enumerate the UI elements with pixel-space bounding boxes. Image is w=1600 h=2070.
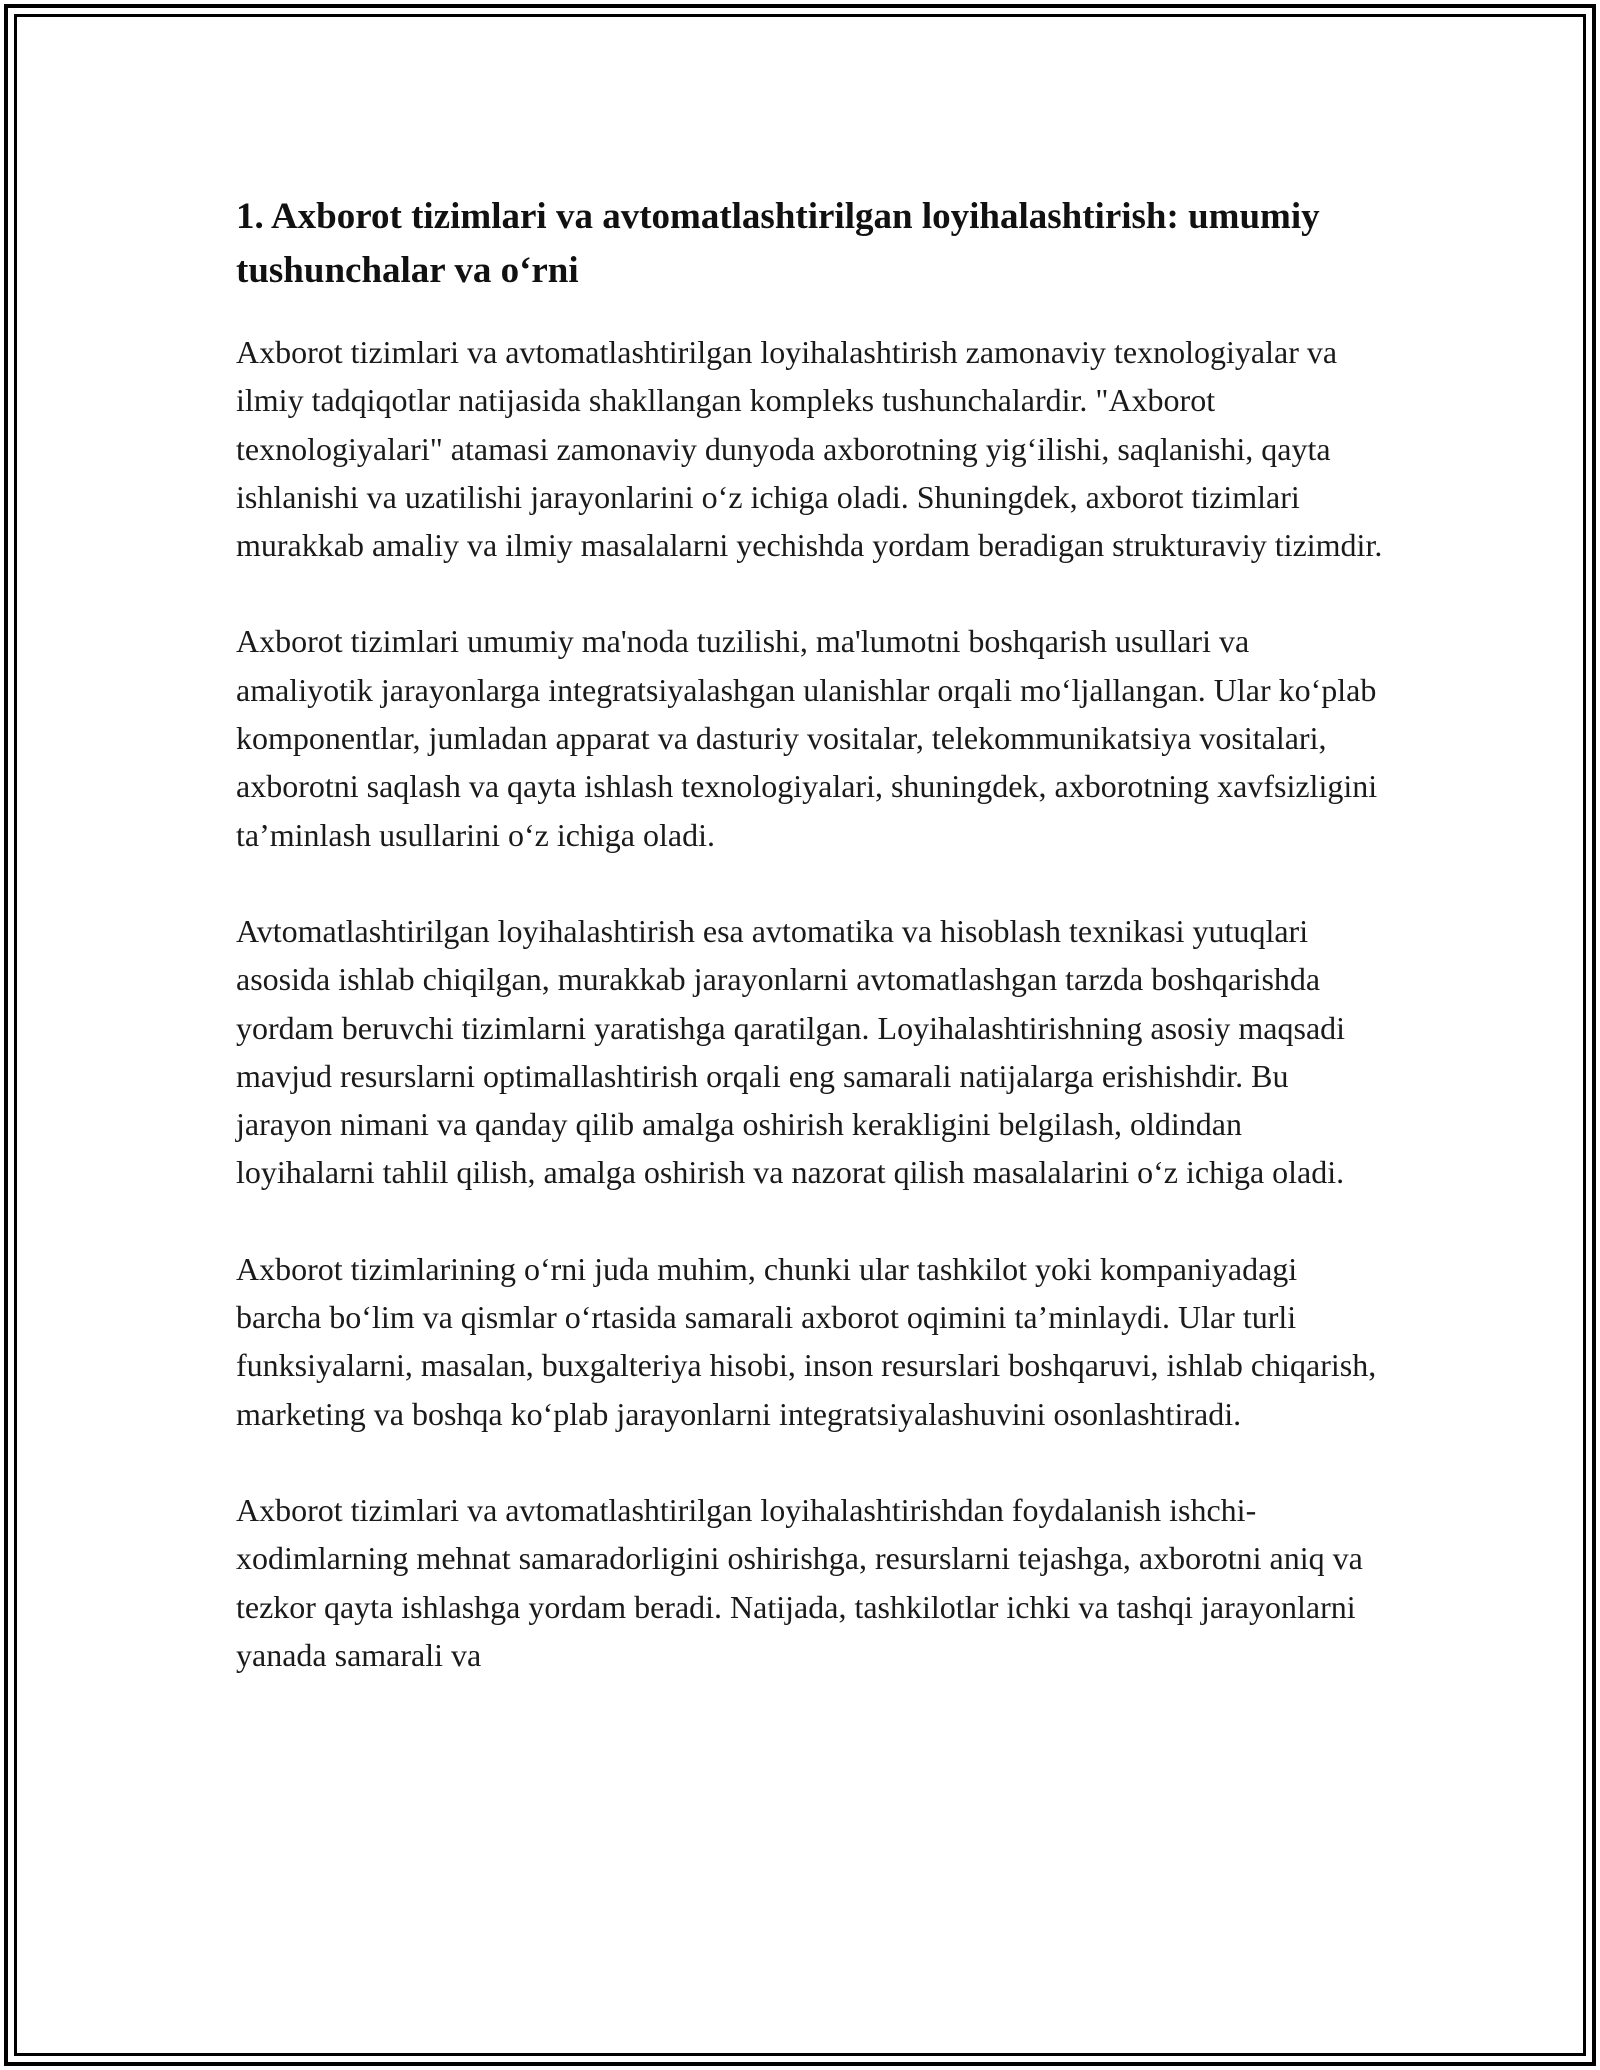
paragraph-4: Axborot tizimlarining o‘rni juda muhim, chunki ular tashkilot yoki kompaniyadagi barcha bo‘lim va qismlar o‘rtasida samarali axborot oqimini ta’minlaydi. Ular turli funksiyalarni, masalan, buxgalteriya hisobi, inson resurslari boshqaruvi, ishlab chiqarish, marketing va boshqa ko‘plab jarayonlarni integratsiyalashuvini osonlashtiradi. [236, 1250, 1377, 1432]
paragraph-2: Axborot tizimlari umumiy ma'noda tuzilishi, ma'lumotni boshqarish usullari va amaliyotik jarayonlarga integratsiyalashgan ulanishlar orqali mo‘ljallangan. Ular ko‘plab komponentlar, jumladan apparat va dasturiy vositalar, telekommunikatsiya vositalari, axborotni saqlash va qayta ishlash texnologiyalari, shuningdek, axborotning xavfsizligini ta’minlash usullarini o‘z ichiga oladi. [236, 623, 1378, 853]
section-heading: 1. Axborot tizimlari va avtomatlashtirilgan loyihalashtirish: umumiy tushunchalar va o‘rni [236, 196, 1320, 291]
document-body [236, 190, 1386, 1727]
paragraph-1: Axborot tizimlari va avtomatlashtirilgan loyihalashtirish zamonaviy texnologiyalar va ilmiy tadqiqotlar natijasida shakllangan kompleks tushunchalardir. "Axborot texnologiyalari" atamasi zamonaviy dunyoda axborotning yig‘ilishi, saqlanishi, qayta ishlanishi va uzatilishi jarayonlarini o‘z ichiga oladi. Shuningdek, axborot tizimlari murakkab amaliy va ilmiy masalalarni yechishda yordam beradigan strukturaviy tizimdir. [236, 334, 1383, 564]
paragraph-3: Avtomatlashtirilgan loyihalashtirish esa avtomatika va hisoblash texnikasi yutuqlari asosida ishlab chiqilgan, murakkab jarayonlarni avtomatlashgan tarzda boshqarishda yordam beruvchi tizimlarni yaratishga qaratilgan. Loyihalashtirishning asosiy maqsadi mavjud resurslarni optimallashtirish orqali eng samarali natijalarga erishishdir. Bu jarayon nimani va qanday qilib amalga oshirish kerakligini belgilash, oldindan loyihalarni tahlil qilish, amalga oshirish va nazorat qilish masalalarini o‘z ichiga oladi. [236, 912, 1346, 1191]
paragraph-5: Axborot tizimlari va avtomatlashtirilgan loyihalashtirishdan foydalanish ishchi-xodimlarning mehnat samaradorligini oshirishga, resurslarni tejashga, axborotni aniq va tezkor qayta ishlashga yordam beradi. Natijada, tashkilotlar ichki va tashqi jarayonlarni yanada samarali va [236, 1491, 1363, 1673]
